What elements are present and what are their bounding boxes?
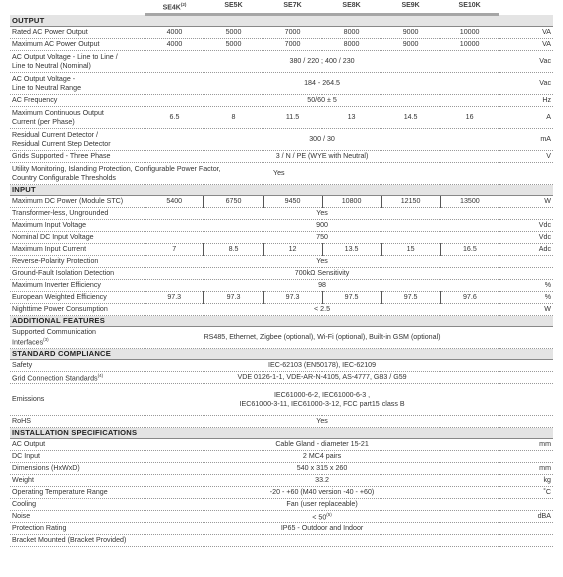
section-title: STANDARD COMPLIANCE [10,349,553,360]
value-se4k: 7 [145,244,204,256]
value-se9k: 9000 [381,39,440,51]
spec-row-ac-voltage-ln [10,73,553,95]
row-unit [499,327,553,349]
value-all-models: Cable Gland - diameter 15-21 [145,439,499,451]
row-unit [499,256,553,268]
value-se4k: 97.3 [145,292,204,304]
value-se7k: 97.3 [263,292,322,304]
row-label [10,163,263,185]
value-all-models: 2 MC4 pairs [145,451,499,463]
row-label-line-1: AC Output Voltage - Line to Line / [12,53,118,61]
row-unit: VA [499,39,553,51]
row-label: Bracket Mounted (Bracket Provided) [10,535,263,547]
value-se5k: 8 [204,107,263,129]
value-all-models [145,511,499,523]
row-label: Noise [10,511,145,523]
spec-row-ac-voltage-ll [10,51,553,73]
section-output [10,15,553,27]
value-all-models: 900 [145,220,499,232]
value-all-models: VDE 0126-1-1, VDE-AR-N-4105, AS-4777, G83 / G59 [145,372,499,384]
row-unit: Vac [499,73,553,95]
row-label: DC Input [10,451,145,463]
row-unit: VA [499,27,553,39]
section-additional-features [10,316,553,327]
row-unit: Hz [499,95,553,107]
value-all-models [263,535,499,547]
row-label: Maximum Input Current [10,244,145,256]
row-unit: % [499,280,553,292]
row-label [10,372,145,384]
row-unit: dBA [499,511,553,523]
value-se9k: 14.5 [381,107,440,129]
spec-row-dimensions [10,463,553,475]
value-all-models: 33.2 [145,475,499,487]
spec-row-emissions [10,384,553,416]
row-label-line-2: Interfaces [12,338,44,347]
section-standard-compliance [10,349,553,360]
section-title: INPUT [10,185,553,196]
row-label: Protection Rating [10,523,145,535]
spec-row-noise [10,511,553,523]
value-all-models: Yes [145,416,499,428]
value-se5k: 5000 [204,39,263,51]
value-se4k: 4000 [145,39,204,51]
value-all-models: 184 - 264.5 [145,73,499,95]
value-all-models: 98 [145,280,499,292]
value-se9k: 97.5 [381,292,440,304]
value-se8k: 13.5 [322,244,381,256]
value-all-models [145,384,499,416]
spec-row-max-input-current [10,244,553,256]
value-se9k: 9000 [381,27,440,39]
row-unit: mm [499,463,553,475]
row-unit: A [499,107,553,129]
value-se9k: 12150 [381,196,440,208]
row-label-line-1: Supported Communication [12,327,96,336]
row-unit: Adc [499,244,553,256]
row-label: Nighttime Power Consumption [10,304,145,316]
spec-row-rohs [10,416,553,428]
value-se10k: 16.5 [440,244,499,256]
row-label [10,73,145,95]
row-unit: Vac [499,51,553,73]
spec-row-safety [10,360,553,372]
spec-row-nighttime [10,304,553,316]
spec-row-rated-ac-power [10,27,553,39]
model-se4k [145,0,204,15]
row-label-text: Grid Connection Standards [12,374,98,383]
spec-row-communication [10,327,553,349]
value-se10k: 13500 [440,196,499,208]
value-se4k: 4000 [145,27,204,39]
header-spacer [10,0,145,15]
row-label: Emissions [10,384,145,416]
value-se8k: 8000 [322,27,381,39]
spec-row-ac-output [10,439,553,451]
row-label-line-2: Line to Neutral (Nominal) [12,61,91,70]
row-label: Reverse-Polarity Protection [10,256,145,268]
spec-row-protection [10,523,553,535]
value-se4k: 5400 [145,196,204,208]
value-all-models: Fan (user replaceable) [145,499,499,511]
row-label-line-2: Current (per Phase) [12,117,75,126]
value-all-models: Yes [145,208,499,220]
value-all-models: Yes [263,163,499,185]
value-all-models: 540 x 315 x 260 [145,463,499,475]
row-label: Cooling [10,499,145,511]
value-line-2: IEC61000-3-11, IEC61000-3-12, FCC part15 class B [239,399,405,408]
value-se7k: 7000 [263,39,322,51]
spec-row-max-dc-power [10,196,553,208]
row-label-line-1: AC Output Voltage - [12,75,76,83]
row-unit: V [499,151,553,163]
model-se7k: SE7K [263,0,322,15]
row-unit: ˚C [499,487,553,499]
row-label: Rated AC Power Output [10,27,145,39]
row-label: Maximum AC Power Output [10,39,145,51]
row-unit: mA [499,129,553,151]
section-title: ADDITIONAL FEATURES [10,316,553,327]
spec-row-cooling [10,499,553,511]
row-label [10,107,145,129]
value-se4k: 6.5 [145,107,204,129]
value-all-models: Yes [145,256,499,268]
row-label: Grids Supported - Three Phase [10,151,145,163]
spec-row-residual-current [10,129,553,151]
value-line-1: IEC61000-6-2, IEC61000-6-3 , [273,391,371,399]
row-unit: W [499,304,553,316]
row-label [10,327,145,349]
value-se7k: 7000 [263,27,322,39]
row-label: European Weighted Efficiency [10,292,145,304]
spec-row-transformer-less [10,208,553,220]
row-unit [499,384,553,416]
row-unit [499,523,553,535]
spec-row-utility [10,163,553,185]
row-label: Maximum DC Power (Module STC) [10,196,145,208]
spec-row-ground-fault [10,268,553,280]
model-footnote: (2) [180,1,187,7]
value-se10k: 16 [440,107,499,129]
value-se8k: 13 [322,107,381,129]
row-label: RoHS [10,416,145,428]
row-unit [499,163,553,185]
row-label: Safety [10,360,145,372]
value-all-models: IP65 - Outdoor and Indoor [145,523,499,535]
value-all-models: 750 [145,232,499,244]
spec-row-op-temp [10,487,553,499]
value-footnote: (5) [326,512,332,518]
value-se5k: 97.3 [204,292,263,304]
value-all-models: 50/60 ± 5 [145,95,499,107]
row-unit [499,208,553,220]
value-se5k: 6750 [204,196,263,208]
value-se7k: 11.5 [263,107,322,129]
value-all-models: 380 / 220 ; 400 / 230 [145,51,499,73]
label-footnote: (4) [97,373,104,379]
value-se8k: 8000 [322,39,381,51]
row-unit [499,360,553,372]
model-se9k: SE9K [381,0,440,15]
spec-row-ac-frequency [10,95,553,107]
row-label: Maximum Inverter Efficiency [10,280,145,292]
row-label-line-1: Residual Current Detector / [12,131,98,139]
row-label: AC Frequency [10,95,145,107]
model-se5k: SE5K [204,0,263,15]
value-all-models: -20 - +60 (M40 version -40 - +60) [145,487,499,499]
section-title: OUTPUT [10,15,553,27]
row-unit [499,451,553,463]
spec-row-grids [10,151,553,163]
row-label: Nominal DC Input Voltage [10,232,145,244]
row-label: Transformer-less, Ungrounded [10,208,145,220]
row-label: AC Output [10,439,145,451]
row-unit: Vdc [499,220,553,232]
spec-table [10,0,553,547]
row-label: Ground-Fault Isolation Detection [10,268,145,280]
value-se9k: 15 [381,244,440,256]
row-unit: kg [499,475,553,487]
spec-row-euro-efficiency [10,292,553,304]
row-label-line-2: Residual Current Step Detector [12,139,111,148]
row-unit: mm [499,439,553,451]
model-se8k: SE8K [322,0,381,15]
spec-row-max-cont-current [10,107,553,129]
row-label: Maximum Input Voltage [10,220,145,232]
row-label [10,51,145,73]
value-all-models: 300 / 30 [145,129,499,151]
value-text: < 50 [312,513,327,522]
value-all-models: < 2.5 [145,304,499,316]
header-unit-spacer [499,0,553,15]
value-all-models: RS485, Ethernet, Zigbee (optional), Wi-Fi (optional), Built-in GSM (optional) [145,327,499,349]
row-label [10,129,145,151]
row-label-line-2: Line to Neutral Range [12,83,82,92]
value-se10k: 10000 [440,39,499,51]
spec-row-reverse-polarity [10,256,553,268]
value-se7k: 12 [263,244,322,256]
spec-row-max-efficiency [10,280,553,292]
model-name: SE4K [162,3,181,11]
spec-row-grid-standards [10,372,553,384]
value-all-models: 700kΩ Sensitivity [145,268,499,280]
row-unit: Vdc [499,232,553,244]
row-unit [499,268,553,280]
row-label: Operating Temperature Range [10,487,145,499]
section-input [10,185,553,196]
spec-row-dc-input [10,451,553,463]
spec-row-weight [10,475,553,487]
row-label: Weight [10,475,145,487]
value-se10k: 97.6 [440,292,499,304]
row-unit: W [499,196,553,208]
label-footnote: (3) [43,337,49,343]
row-unit [499,372,553,384]
row-label-line-1: Utility Monitoring, Islanding Protection, Configurable Power Factor, [12,165,221,173]
value-se7k: 9450 [263,196,322,208]
value-se8k: 97.5 [322,292,381,304]
section-title: INSTALLATION SPECIFICATIONS [10,428,553,439]
value-se5k: 8.5 [204,244,263,256]
row-label-line-1: Maximum Continuous Output [12,109,104,117]
model-se10k: SE10K [440,0,499,15]
row-unit [499,416,553,428]
value-se5k: 5000 [204,27,263,39]
section-installation [10,428,553,439]
spec-row-nominal-dc-voltage [10,232,553,244]
value-all-models: IEC-62103 (EN50178), IEC-62109 [145,360,499,372]
value-all-models: 3 / N / PE (WYE with Neutral) [145,151,499,163]
value-se8k: 10800 [322,196,381,208]
spec-row-max-ac-power [10,39,553,51]
spec-row-max-input-voltage [10,220,553,232]
model-header-row [10,0,553,15]
row-unit [499,499,553,511]
value-se10k: 10000 [440,27,499,39]
spec-row-bracket [10,535,553,547]
row-unit: % [499,292,553,304]
row-label: Dimensions (HxWxD) [10,463,145,475]
row-label-line-2: Country Configurable Thresholds [12,173,116,182]
row-unit [499,535,553,547]
